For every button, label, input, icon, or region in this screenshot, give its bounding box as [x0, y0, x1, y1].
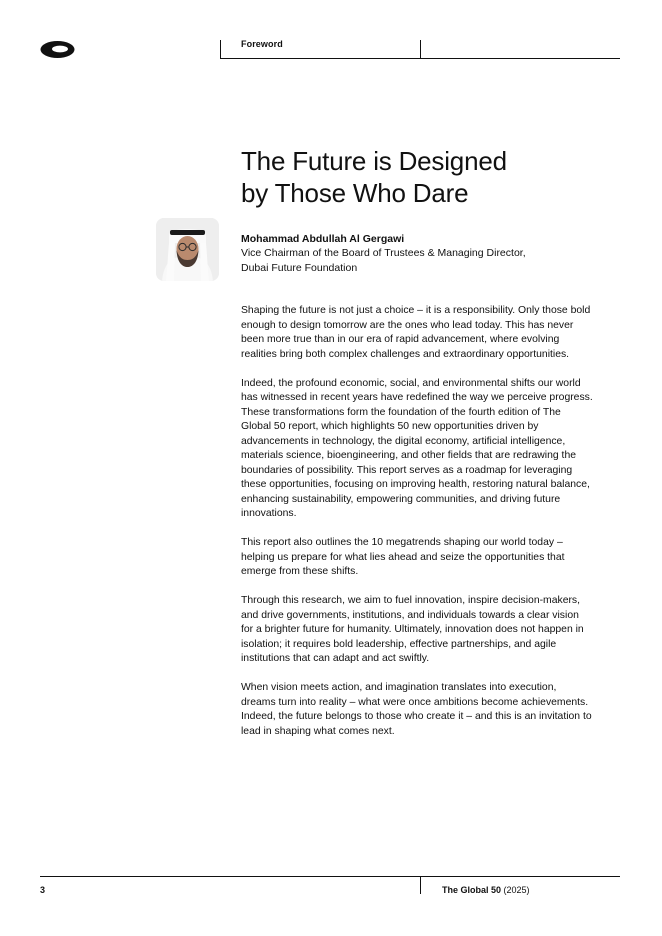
section-label: Foreword	[241, 39, 283, 49]
page-title	[241, 145, 581, 209]
paragraph: Shaping the future is not just a choice – it is a responsibility. Only those bold enough to design tomorrow are the ones who lead today. This has never been more true than in our era of rapid advancement, where evolving realities bring both complex challenges and extraordinary opportunities.	[241, 305, 591, 360]
author-role-line-1: Vice Chairman of the Board of Trustees & Managing Director,	[241, 247, 526, 259]
paragraph: This report also outlines the 10 megatrends shaping our world today – helping us prepare for what lies ahead and seize the opportunities that emerge from these shifts.	[241, 537, 565, 577]
footer-rule	[40, 876, 620, 877]
header-rule	[220, 58, 620, 59]
foreword-body	[241, 304, 593, 754]
footer-divider	[420, 876, 421, 894]
publication-name: The Global 50	[442, 885, 502, 895]
author-role-line-2: Dubai Future Foundation	[241, 261, 358, 274]
paragraph: When vision meets action, and imagination translates into execution, dreams turn into reality – what were once ambitions become achievements. Indeed, the future belongs to those who create it – and this is an invitation to lead in shaping what comes next.	[241, 682, 592, 737]
title-line-1: The Future is Designed	[241, 146, 507, 176]
page-number: 3	[40, 885, 46, 895]
header-divider-right	[420, 40, 421, 59]
publication-title	[442, 885, 530, 895]
header-divider-left	[220, 40, 221, 59]
title-line-2: by Those Who Dare	[241, 178, 469, 208]
publication-year: (2025)	[503, 885, 530, 895]
author-portrait	[156, 218, 219, 281]
author-block	[241, 232, 601, 275]
paragraph: Through this research, we aim to fuel innovation, inspire decision-makers, and drive governments, institutions, and individuals towards a clear vision for a brighter future for humanity. Ultimately, innovation does not happen in isolation; it requires bold leadership, effective partnerships, and agile institutions that can adapt and act swiftly.	[241, 595, 584, 664]
dff-logo-icon	[40, 40, 75, 59]
paragraph: Indeed, the profound economic, social, and environmental shifts our world has witnessed in recent years have redefined the way we perceive progress. These transformations form the foundation of the fourth edition of The Global 50 report, which highlights 50 new opportunities driven by advancements in technology, the digital economy, artificial intelligence, materials science, bioengineering, and other fields that are redrawing the boundaries of possibility. This report serves as a roadmap for leveraging these opportunities, focusing on improving health, restoring natural balance, enhancing sustainability, empowering communities, and driving future innovations.	[241, 377, 593, 519]
author-name: Mohammad Abdullah Al Gergawi	[241, 233, 405, 245]
